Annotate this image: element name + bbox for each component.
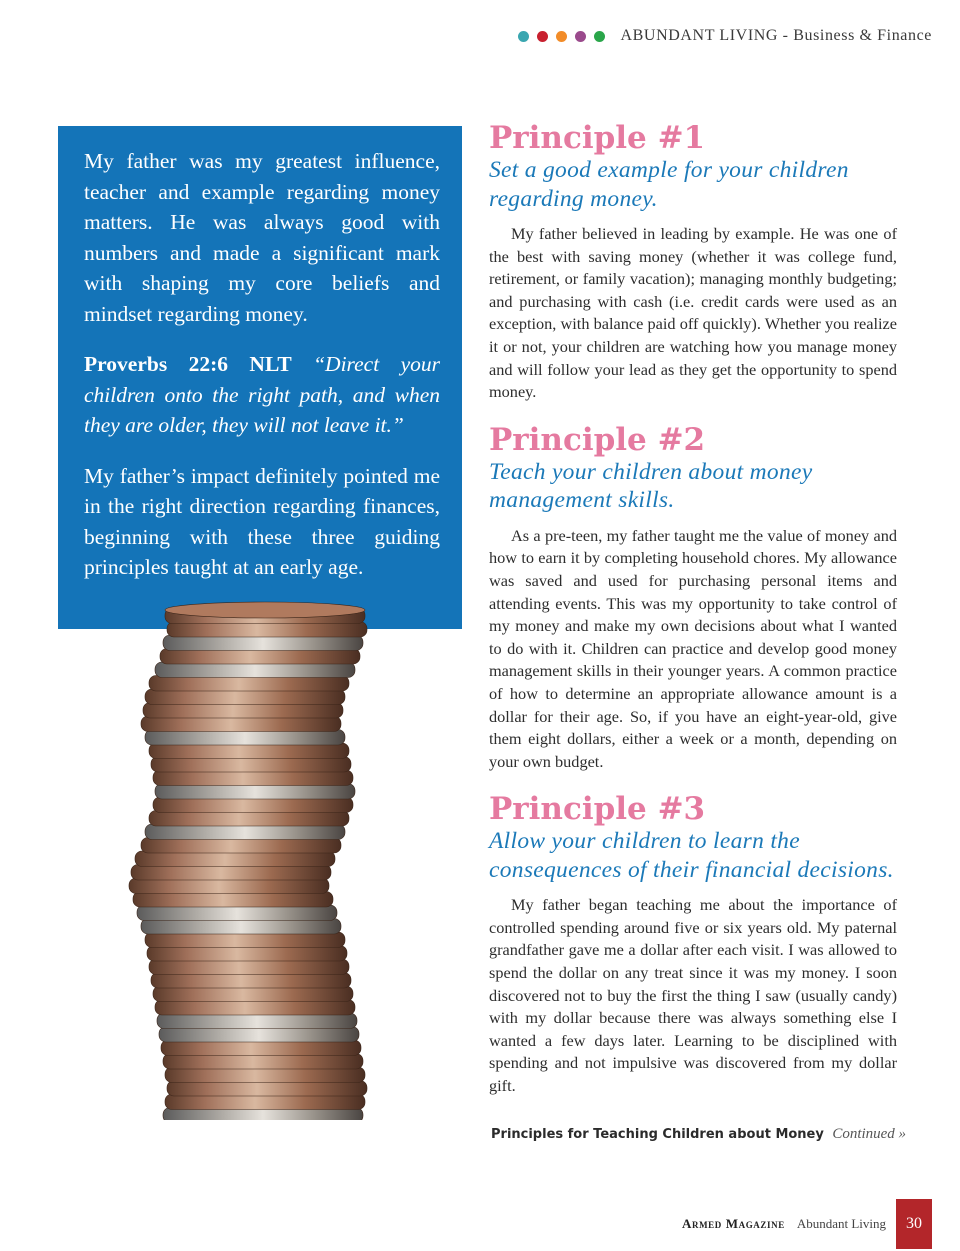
principle-title: Principle #1 bbox=[489, 120, 706, 156]
scripture-paragraph bbox=[84, 349, 440, 441]
dot-icon bbox=[594, 31, 605, 42]
dot-icon bbox=[537, 31, 548, 42]
principle-body: My father believed in leading by example. He was one of the best with saving money (whether it was college fund, retirement, or family vacation); managing monthly budgeting; and purchasing with cash (i.e. credit cards were used as an exception, with balance paid off quickly). Whether you realize it or not, your children are watching how you manage money and will follow your lead as they get the opportunity to spend money. bbox=[489, 224, 897, 402]
principle-3 bbox=[489, 791, 897, 1097]
scripture-reference: Proverbs 22:6 NLT bbox=[84, 352, 292, 376]
principles-column bbox=[489, 120, 897, 1116]
principle-body: My father began teaching me about the importance of controlled spending around five or six years old. My paternal grandfather gave me a dollar after each visit. I was allowed to spend the dollar on any treat since it was my money. I soon discovered not to buy the first the thing I saw (usually candy) with my dollar because there was always something else I wanted a few days later. Learning to be disciplined with spending and not impulsive was discovered from my dollar gift. bbox=[489, 895, 897, 1096]
dot-icon bbox=[518, 31, 529, 42]
principle-body: As a pre-teen, my father taught me the value of money and how to earn it by completing household chores. My allowance was saved and used for purchasing personal items and attending events. This was my opportunity to take control of my money and make my own decisions about what I wanted to do with it. Children can practice and develop good money management skills in their younger years. A common practice of how to determine an appropriate allowance amount is a dollar for their age. So, if you have an eight-year-old, give them eight dollars, either a week or a month, depending on your own budget. bbox=[489, 525, 897, 771]
scripture-quote: “Direct your children onto the right path, and when they are older, they will not leave it.” bbox=[84, 352, 441, 437]
principle-1 bbox=[489, 120, 897, 404]
page-header bbox=[518, 26, 933, 46]
impact-paragraph: My father’s impact definitely pointed me in the right direction regarding finances, beginning with these three guiding principles taught at an early age. bbox=[84, 463, 440, 579]
page-footer bbox=[682, 1199, 932, 1249]
principle-title: Principle #2 bbox=[489, 421, 706, 458]
intro-box bbox=[58, 126, 462, 629]
principle-2 bbox=[489, 422, 897, 774]
magazine-name: Armed Magazine bbox=[682, 1216, 785, 1231]
dot-icon bbox=[575, 31, 586, 42]
principle-subtitle: Set a good example for your children regarding money. bbox=[489, 157, 849, 212]
coin-stack-image bbox=[105, 590, 385, 1120]
dot-icon bbox=[556, 31, 567, 42]
continued-title: Principles for Teaching Children about Money bbox=[491, 1127, 824, 1142]
footer-section: Abundant Living bbox=[796, 1216, 886, 1231]
principle-subtitle: Teach your children about money management skills. bbox=[489, 458, 813, 514]
principle-subtitle: Allow your children to learn the consequences of their financial decisions. bbox=[489, 828, 894, 883]
principle-title: Principle #3 bbox=[489, 791, 706, 828]
continued-link[interactable] bbox=[491, 1126, 906, 1143]
color-dots bbox=[518, 31, 605, 42]
continued-label: Continued » bbox=[832, 1126, 907, 1142]
intro-paragraph: My father was my greatest influence, teacher and example regarding money matters. He was always good with numbers and made a significant mark with shaping my core beliefs and mindset regarding money. bbox=[84, 149, 440, 326]
section-header: ABUNDANT LIVING - Business & Finance bbox=[620, 27, 932, 44]
page-number: 30 bbox=[896, 1199, 932, 1249]
